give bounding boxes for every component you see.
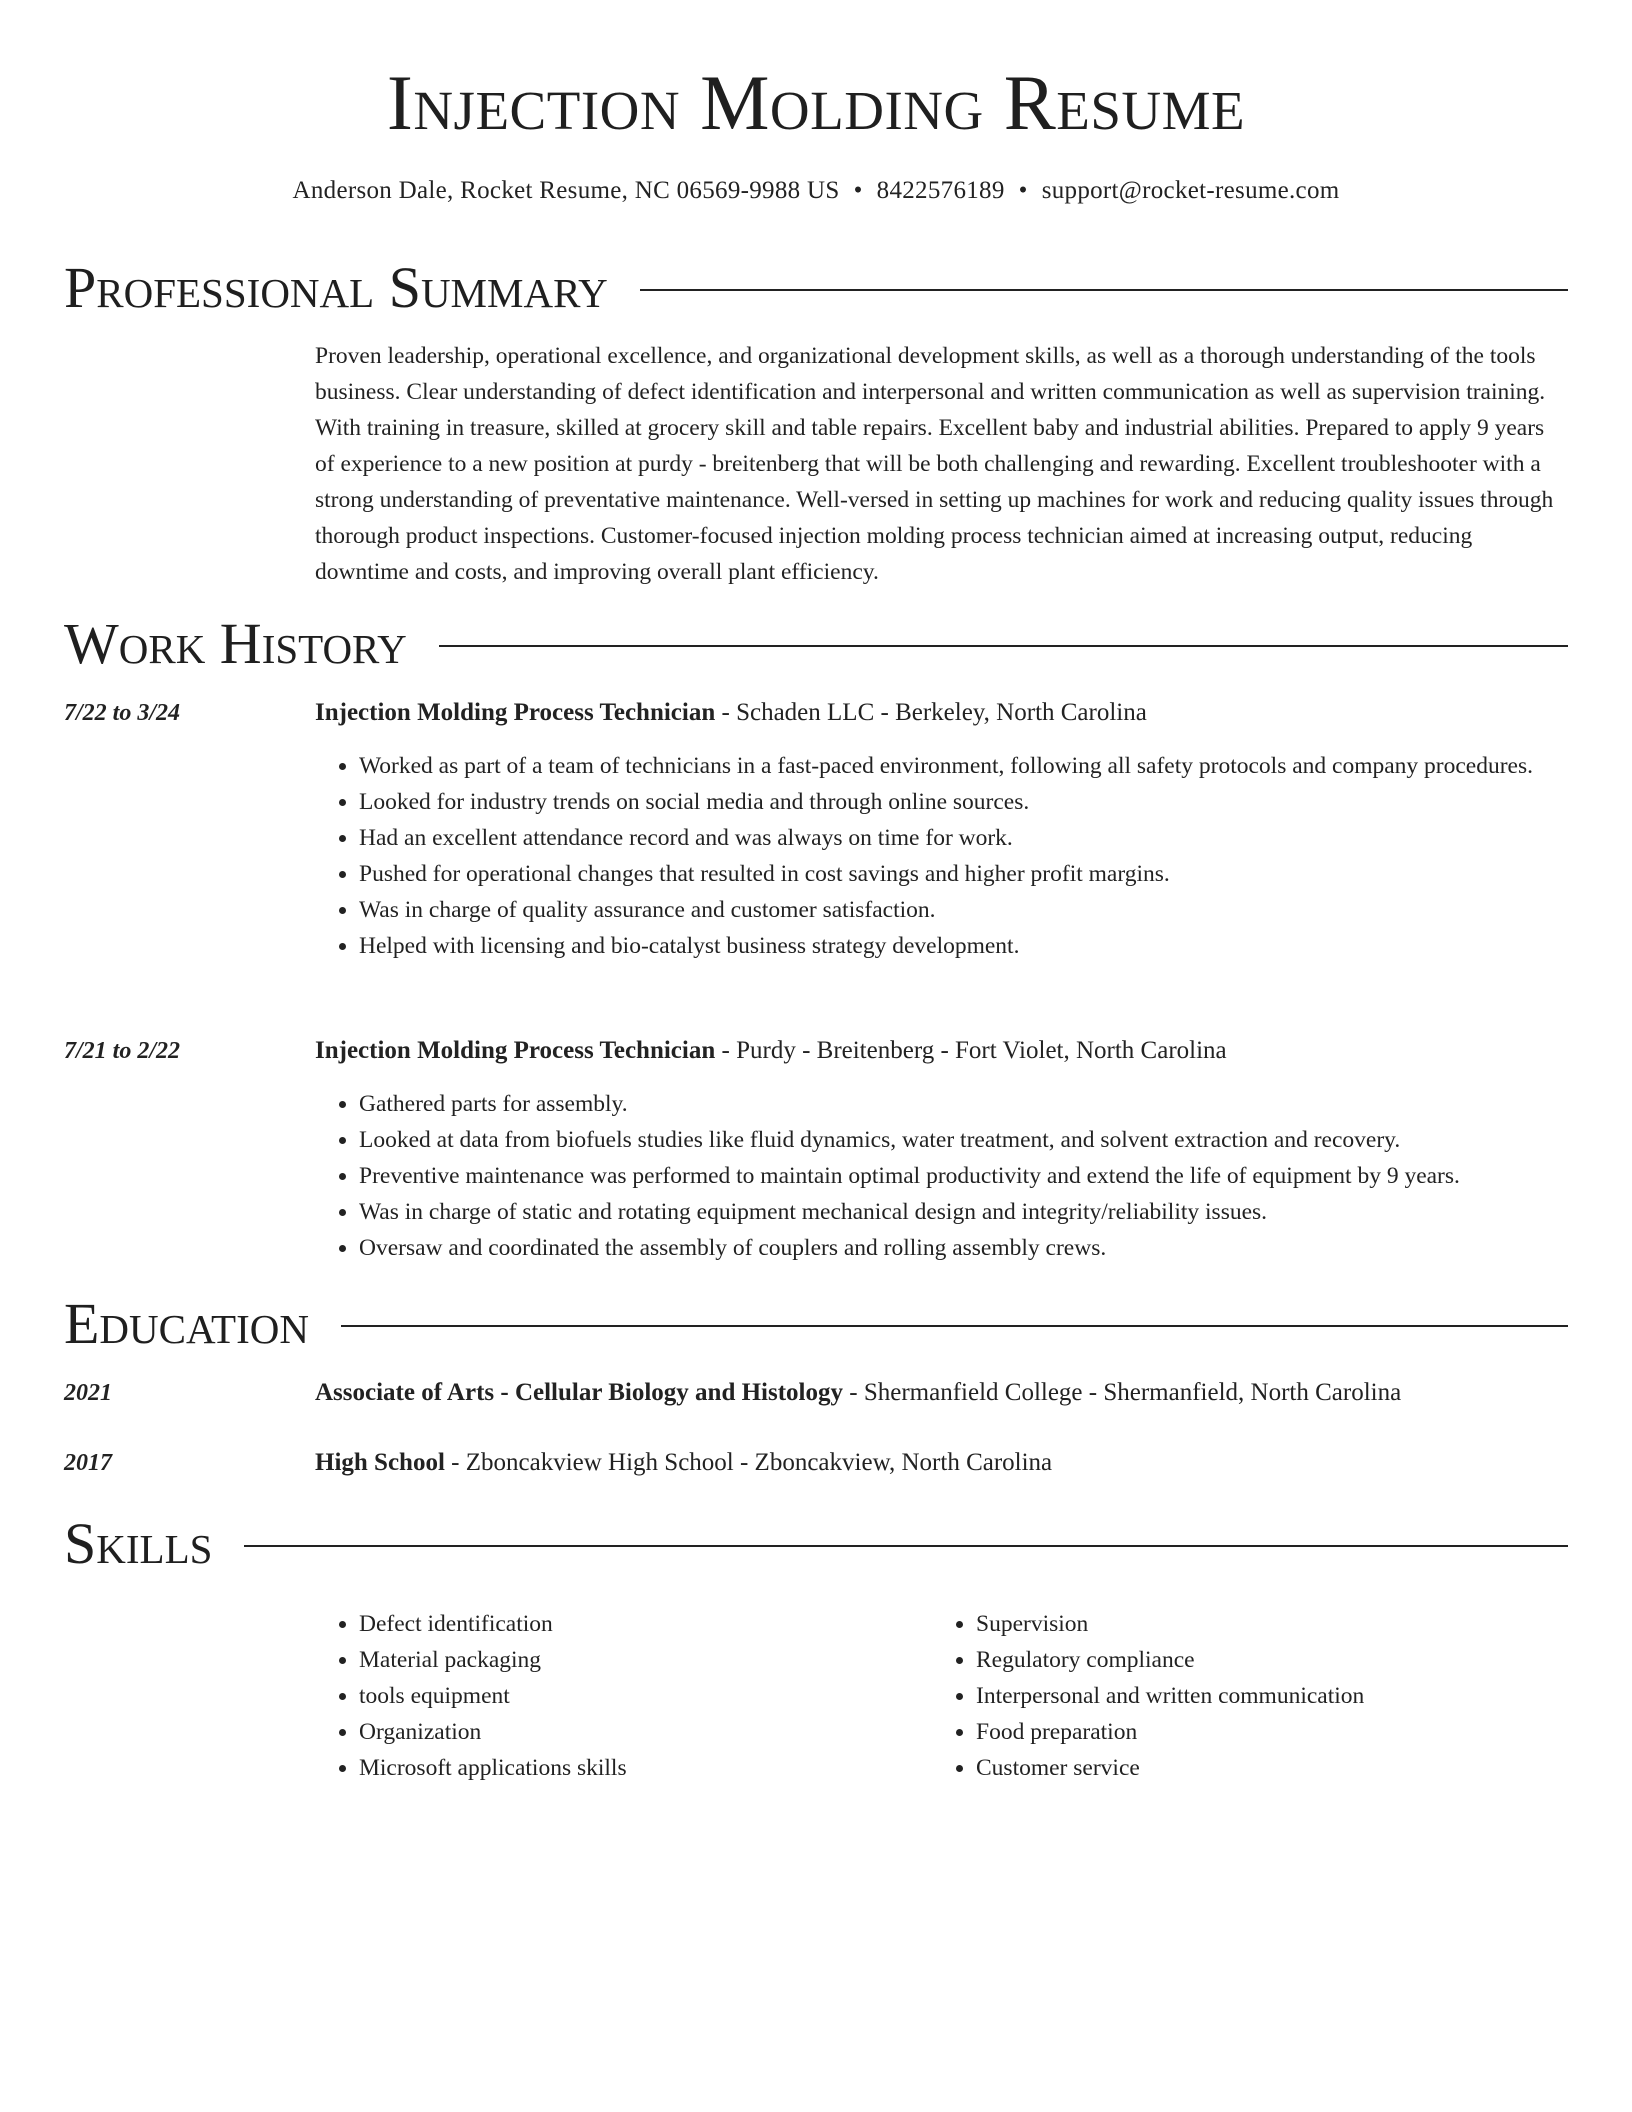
job-bullets: [315, 748, 1568, 964]
contact-line: [64, 174, 1568, 208]
job-title: Injection Molding Process Technician: [315, 699, 716, 726]
section-divider: [244, 1545, 1568, 1547]
contact-phone: 8422576189: [876, 177, 1005, 204]
education-section-header: [64, 1292, 1568, 1356]
skills-heading: Skills: [64, 1511, 213, 1576]
education-year: 2021: [64, 1380, 112, 1406]
summary-section-header: [64, 256, 1568, 320]
job-bullet: • Gathered parts for assembly.: [359, 1086, 1568, 1122]
skills-section-header: [64, 1512, 1568, 1576]
job-bullets: [315, 1086, 1568, 1266]
contact-address: Anderson Dale, Rocket Resume, NC 06569-9988 US: [292, 177, 840, 204]
skills-list-left: [315, 1606, 931, 1786]
job-bullet: • Was in charge of static and rotating equipment mechanical design and integrity/reliability issues.: [359, 1194, 1568, 1230]
skill-item: • Material packaging: [359, 1642, 931, 1678]
contact-separator: •: [1018, 177, 1028, 204]
skill-item: • Organization: [359, 1714, 931, 1750]
work-heading: Work History: [64, 611, 407, 676]
job-title: Injection Molding Process Technician: [315, 1037, 716, 1064]
education-details: - Zboncakview High School - Zboncakview, North Carolina: [444, 1449, 1053, 1476]
job-heading: [315, 696, 1568, 730]
education-heading-line: [315, 1446, 1568, 1480]
job-dates: 7/21 to 2/22: [64, 1038, 181, 1064]
work-section-header: [64, 612, 1568, 676]
section-divider: [640, 289, 1568, 291]
education-heading-line: [315, 1376, 1568, 1410]
resume-title: Injection Molding Resume: [386, 59, 1246, 146]
job-bullet: • Preventive maintenance was performed to maintain optimal productivity and extend the life of equipment by 9 years.: [359, 1158, 1568, 1194]
section-divider: [439, 645, 1568, 647]
section-divider: [341, 1325, 1568, 1327]
job-bullet: • Had an excellent attendance record and was always on time for work.: [359, 820, 1568, 856]
contact-separator: •: [853, 177, 863, 204]
education-degree: Associate of Arts - Cellular Biology and Histology: [315, 1379, 844, 1406]
skill-item: • Regulatory compliance: [976, 1642, 1568, 1678]
skill-item: • Microsoft applications skills: [359, 1750, 931, 1786]
job-bullet: • Looked at data from biofuels studies like fluid dynamics, water treatment, and solvent extraction and recovery.: [359, 1122, 1568, 1158]
contact-email[interactable]: support@rocket-resume.com: [1041, 177, 1340, 204]
skill-item: • tools equipment: [359, 1678, 931, 1714]
education-details: - Shermanfield College - Shermanfield, North Carolina: [843, 1379, 1402, 1406]
skill-item: • Customer service: [976, 1750, 1568, 1786]
skills-list-right: [932, 1606, 1568, 1786]
education-heading: Education: [64, 1291, 309, 1356]
job-bullet: • Was in charge of quality assurance and customer satisfaction.: [359, 892, 1568, 928]
job-details: - Schaden LLC - Berkeley, North Carolina: [715, 699, 1147, 726]
job-bullet: • Helped with licensing and bio-catalyst business strategy development.: [359, 928, 1568, 964]
skill-item: • Interpersonal and written communication: [976, 1678, 1568, 1714]
job-bullet: • Looked for industry trends on social media and through online sources.: [359, 784, 1568, 820]
job-bullet: • Pushed for operational changes that resulted in cost savings and higher profit margins.: [359, 856, 1568, 892]
job-bullet: • Worked as part of a team of technicians in a fast-paced environment, following all safety protocols and company procedures.: [359, 748, 1568, 784]
skill-item: • Supervision: [976, 1606, 1568, 1642]
skill-item: • Food preparation: [976, 1714, 1568, 1750]
skill-item: • Defect identification: [359, 1606, 931, 1642]
summary-heading: Professional Summary: [64, 255, 608, 320]
job-bullet: • Oversaw and coordinated the assembly of couplers and rolling assembly crews.: [359, 1230, 1568, 1266]
education-year: 2017: [64, 1450, 112, 1476]
job-details: - Purdy - Breitenberg - Fort Violet, North Carolina: [715, 1037, 1227, 1064]
job-heading: [315, 1034, 1568, 1068]
education-degree: High School: [315, 1449, 445, 1476]
job-dates: 7/22 to 3/24: [64, 700, 181, 726]
summary-text: Proven leadership, operational excellence, and organizational development skills, as well as a thorough understanding of the tools business. Clear understanding of defect identification and interpersonal and written communication as well as supervision training. With training in treasure, skilled at grocery skill and table repairs. Excellent baby and industrial abilities. Prepared to apply 9 years of experience to a new position at purdy - breitenberg that will be both challenging and rewarding. Excellent troubleshooter with a strong understanding of preventative maintenance. Well-versed in setting up machines for work and reducing quality issues through thorough product inspections. Customer-focused injection molding process technician aimed at increasing output, reducing downtime and costs, and improving overall plant efficiency.: [315, 343, 1554, 585]
